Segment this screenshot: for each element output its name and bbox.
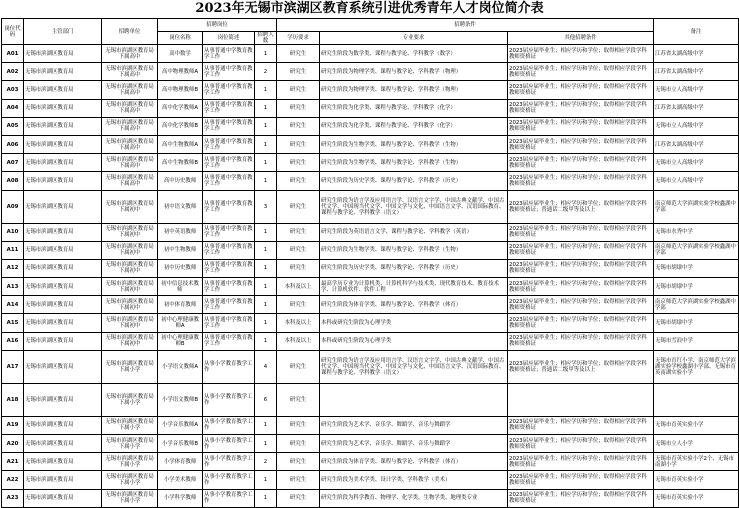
row-count: 1 <box>255 45 277 63</box>
row-dept: 无锡市滨湖区教育局 <box>24 278 102 296</box>
row-remark: 无锡市雪浪中学 <box>654 332 739 350</box>
row-position-name: 高中物理教师B <box>158 81 203 99</box>
header-dept: 主管部门 <box>24 19 102 45</box>
row-code: A13 <box>2 278 24 296</box>
row-position-desc: 从事普通中学教育教学工作 <box>203 135 255 153</box>
row-position-name: 高中化学教师B <box>158 117 203 135</box>
row-code: A20 <box>2 435 24 453</box>
row-position-name: 高中物理教师A <box>158 63 203 81</box>
row-dept: 无锡市滨湖区教育局 <box>24 63 102 81</box>
table-row <box>2 332 739 350</box>
row-position-name: 高中生物教师B <box>158 154 203 172</box>
row-education: 本科及以上 <box>277 332 320 350</box>
row-unit: 无锡市滨湖区教育局下属初中 <box>102 314 158 332</box>
row-unit: 无锡市滨湖区教育局下属小学 <box>102 489 158 507</box>
table-row <box>2 81 739 99</box>
row-position-name: 初中生物教师 <box>158 241 203 259</box>
row-other: 2023届应届毕业生；相应学历和学位；取得相应学段学科教师资格证 <box>508 81 654 99</box>
table-row <box>2 489 739 507</box>
table-row <box>2 350 739 383</box>
row-unit: 无锡市滨湖区教育局下属高中 <box>102 135 158 153</box>
row-other: 2023届应届毕业生；相应学历和学位；取得相应学段学科教师资格证 <box>508 332 654 350</box>
row-unit: 无锡市滨湖区教育局下属小学 <box>102 350 158 383</box>
row-position-name: 初中心理健康教师A <box>158 314 203 332</box>
row-position-desc: 从事普通中学教育教学工作 <box>203 241 255 259</box>
row-dept: 无锡市滨湖区教育局 <box>24 172 102 190</box>
row-remark: 无锡市育英实验小学 <box>654 471 739 489</box>
row-unit: 无锡市滨湖区教育局下属高中 <box>102 99 158 117</box>
row-major: 研究生阶段为生物学类、课程与教学论、学科教学（生物） <box>320 135 508 153</box>
row-position-name: 高中历史教师 <box>158 172 203 190</box>
row-major: 研究生阶段为艺术学、音乐学、舞蹈学、音乐与舞蹈学 <box>320 416 508 434</box>
row-remark: 无锡市胡埭中学 <box>654 314 739 332</box>
row-other: 2023届应届毕业生；相应学历和学位；取得相应学段学科教师资格证 <box>508 63 654 81</box>
row-dept: 无锡市滨湖区教育局 <box>24 435 102 453</box>
row-remark: 江苏省太湖高级中学 <box>654 63 739 81</box>
row-position-desc: 从事普通中学教育教学工作 <box>203 99 255 117</box>
table-row <box>2 190 739 223</box>
row-unit: 无锡市滨湖区教育局下属初中 <box>102 190 158 223</box>
row-education: 研究生 <box>277 296 320 314</box>
row-dept: 无锡市滨湖区教育局 <box>24 190 102 223</box>
row-education: 研究生 <box>277 172 320 190</box>
row-other: 2023届应届毕业生；相应学历和学位；取得相应学段学科教师资格证 <box>508 416 654 434</box>
row-code: A12 <box>2 259 24 277</box>
row-education: 本科及以上 <box>277 278 320 296</box>
row-position-desc: 从事小学教育教学工作 <box>203 416 255 434</box>
row-code: A01 <box>2 45 24 63</box>
row-code: A04 <box>2 99 24 117</box>
row-code: A06 <box>2 135 24 153</box>
row-position-desc: 从事小学教育教学工作 <box>203 383 255 416</box>
row-education: 研究生 <box>277 135 320 153</box>
row-position-name: 小学体育教师 <box>158 453 203 471</box>
table-row <box>2 99 739 117</box>
header-education: 学历要求 <box>277 32 320 45</box>
row-major: 研究生阶段为化学类、课程与教学论、学科教学（化学） <box>320 117 508 135</box>
header-code: 岗位代码 <box>2 19 24 45</box>
row-dept: 无锡市滨湖区教育局 <box>24 332 102 350</box>
row-code: A11 <box>2 241 24 259</box>
row-position-desc: 从事普通中学教育教学工作 <box>203 154 255 172</box>
row-remark: 南京师范大学滨湖实验学校鑫湖中学部 <box>654 296 739 314</box>
row-unit: 无锡市滨湖区教育局下属高中 <box>102 45 158 63</box>
row-dept: 无锡市滨湖区教育局 <box>24 314 102 332</box>
row-position-name: 小学美术教师 <box>158 471 203 489</box>
row-unit: 无锡市滨湖区教育局下属初中 <box>102 223 158 241</box>
row-education: 研究生 <box>277 99 320 117</box>
row-position-desc: 从事普通中学教育教学工作 <box>203 172 255 190</box>
row-position-name: 小学音乐教师B <box>158 435 203 453</box>
row-unit: 无锡市滨湖区教育局下属小学 <box>102 453 158 471</box>
row-unit: 无锡市滨湖区教育局下属初中 <box>102 241 158 259</box>
row-major: 研究生阶段为历史学类、课程与教学论、学科教学（历史） <box>320 172 508 190</box>
table-row <box>2 278 739 296</box>
row-position-name: 初中语文教师 <box>158 190 203 223</box>
row-position-desc: 从事小学教育教学工作 <box>203 435 255 453</box>
header-position-name: 岗位名称 <box>158 32 203 45</box>
row-position-name: 初中信息技术教师 <box>158 278 203 296</box>
row-major: 研究生阶段为艺术学、音乐学、舞蹈学、音乐与舞蹈学 <box>320 435 508 453</box>
row-remark: 无锡市育英实验小学 <box>654 416 739 434</box>
row-position-desc: 从事普通中学教育教学工作 <box>203 81 255 99</box>
row-dept: 无锡市滨湖区教育局 <box>24 383 102 416</box>
row-code: A05 <box>2 117 24 135</box>
row-dept: 无锡市滨湖区教育局 <box>24 117 102 135</box>
row-education: 研究生 <box>277 259 320 277</box>
table-row <box>2 314 739 332</box>
row-count: 4 <box>255 350 277 383</box>
row-remark: 无锡市水秀中学 <box>654 223 739 241</box>
row-education: 研究生 <box>277 81 320 99</box>
row-code: A08 <box>2 172 24 190</box>
row-dept: 无锡市滨湖区教育局 <box>24 154 102 172</box>
row-other: 2023届应届毕业生；相应学历和学位；取得相应学段学科教师资格证 <box>508 471 654 489</box>
row-education: 研究生 <box>277 416 320 434</box>
row-position-name: 小学语文教师B <box>158 383 203 416</box>
table-row <box>2 154 739 172</box>
row-position-name: 小学音乐教师A <box>158 416 203 434</box>
row-other: 2023届应届毕业生；相应学历和学位；取得相应学段学科教师资格证 <box>508 99 654 117</box>
row-position-desc: 从事小学教育教学工作 <box>203 453 255 471</box>
header-conditions-group: 招聘条件 <box>277 19 654 32</box>
row-count: 1 <box>255 241 277 259</box>
row-count: 1 <box>255 278 277 296</box>
row-education: 研究生 <box>277 489 320 507</box>
row-position-name: 初中心理健康教师B <box>158 332 203 350</box>
table-row <box>2 45 739 63</box>
row-major: 研究生阶段为科学教育、物理学、化学类、生物学类、地理类专业 <box>320 489 508 507</box>
row-education: 研究生 <box>277 154 320 172</box>
row-remark: 无锡市育英实验小学2个、无锡市南湖小学 <box>654 453 739 471</box>
row-education: 研究生 <box>277 117 320 135</box>
row-remark: 南京师范大学滨湖实验学校鑫湖中学部 <box>654 190 739 223</box>
row-position-name: 初中历史教师 <box>158 259 203 277</box>
row-major: 研究生阶段为物理学类、课程与教学论、学科教学（物理） <box>320 81 508 99</box>
row-major: 本科或研究生阶段为心理学类 <box>320 314 508 332</box>
row-other: 2023届应届毕业生；相应学历和学位；取得相应学段学科教师资格证 <box>508 296 654 314</box>
row-remark: 无锡市立人高级中学 <box>654 117 739 135</box>
row-code: A21 <box>2 453 24 471</box>
row-dept: 无锡市滨湖区教育局 <box>24 296 102 314</box>
row-count: 1 <box>255 172 277 190</box>
row-position-desc: 从事普通中学教育教学工作 <box>203 259 255 277</box>
row-major: 研究生阶段为历史学类、课程与教学论、学科教学（历史） <box>320 259 508 277</box>
row-dept: 无锡市滨湖区教育局 <box>24 81 102 99</box>
table-row <box>2 63 739 81</box>
row-education: 研究生 <box>277 190 320 223</box>
row-code: A09 <box>2 190 24 223</box>
table-header <box>2 19 739 45</box>
row-code: A15 <box>2 314 24 332</box>
row-position-desc: 从事小学教育教学工作 <box>203 489 255 507</box>
row-major: 研究生阶段为化学类、课程与教学论、学科教学（化学） <box>320 99 508 117</box>
row-dept: 无锡市滨湖区教育局 <box>24 259 102 277</box>
job-table <box>1 18 739 508</box>
row-code: A02 <box>2 63 24 81</box>
row-position-desc: 从事普通中学教育教学工作 <box>203 278 255 296</box>
row-remark: 无锡市立人高级中学 <box>654 154 739 172</box>
row-education: 研究生 <box>277 45 320 63</box>
row-unit: 无锡市滨湖区教育局下属小学 <box>102 416 158 434</box>
row-major: 研究生阶段为体育学类、课程与教学论、学科教学（体育） <box>320 296 508 314</box>
row-dept: 无锡市滨湖区教育局 <box>24 416 102 434</box>
row-count: 1 <box>255 489 277 507</box>
row-count: 2 <box>255 63 277 81</box>
row-code: A14 <box>2 296 24 314</box>
row-major: 研究生阶段为体育学类、课程与教学论、学科教学（体育） <box>320 453 508 471</box>
row-position-name: 高中生物教师A <box>158 135 203 153</box>
table-row <box>2 172 739 190</box>
row-count: 1 <box>255 81 277 99</box>
row-education: 研究生 <box>277 383 320 416</box>
row-code: A22 <box>2 471 24 489</box>
row-other: 2023届应届毕业生；相应学历和学位；取得相应学段学科教师资格证 <box>508 154 654 172</box>
row-other: 2023届应届毕业生；相应学历和学位；取得相应学段学科教师资格证 <box>508 117 654 135</box>
row-position-name: 初中体育教师 <box>158 296 203 314</box>
row-unit: 无锡市滨湖区教育局下属高中 <box>102 172 158 190</box>
row-unit: 无锡市滨湖区教育局下属小学 <box>102 471 158 489</box>
row-education: 研究生 <box>277 63 320 81</box>
row-other: 2023届应届毕业生；相应学历和学位；取得相应学段学科教师资格证 <box>508 45 654 63</box>
row-remark: 南京师范大学滨湖实验学校鑫湖中学部 <box>654 241 739 259</box>
row-other: 2023届应届毕业生；相应学历和学位；取得相应学段学科教师资格证 <box>508 278 654 296</box>
row-code: A17 <box>2 350 24 383</box>
header-remarks: 备注 <box>654 19 739 45</box>
row-other: 2023届应届毕业生；相应学历和学位；取得相应学段学科教师资格证 <box>508 135 654 153</box>
table-row <box>2 117 739 135</box>
row-code: A23 <box>2 489 24 507</box>
row-code: A10 <box>2 223 24 241</box>
row-position-desc: 从事普通中学教育教学工作 <box>203 63 255 81</box>
header-unit: 招聘单位 <box>102 19 158 45</box>
row-position-desc: 从事普通中学教育教学工作 <box>203 190 255 223</box>
row-position-name: 小学语文教师A <box>158 350 203 383</box>
row-other <box>508 383 654 416</box>
document-title: 2023年无锡市滨湖区教育系统引进优秀青年人才岗位简介表 <box>195 1 544 16</box>
row-remark: 江苏省太湖高级中学 <box>654 99 739 117</box>
row-unit: 无锡市滨湖区教育局下属高中 <box>102 63 158 81</box>
row-other: 2023届应届毕业生；相应学历和学位；取得相应学段学科教师资格证 <box>508 172 654 190</box>
row-count: 1 <box>255 296 277 314</box>
row-remark: 江苏省太湖高级中学 <box>654 135 739 153</box>
row-position-desc: 从事普通中学教育教学工作 <box>203 223 255 241</box>
row-count: 1 <box>255 416 277 434</box>
row-position-desc: 从事普通中学教育教学工作 <box>203 296 255 314</box>
row-major: 研究生阶段为语言学及应用语言学、汉语言文字学、中国古典文献学、中国古代文学、中国现当代文学、中国文学与文化、中国语言文学、汉语国际教育、课程与教学论、学科教学（语文） <box>320 350 508 383</box>
row-education: 研究生 <box>277 241 320 259</box>
table-row <box>2 135 739 153</box>
row-position-name: 高中化学教师A <box>158 99 203 117</box>
row-position-name: 初中英语教师 <box>158 223 203 241</box>
row-unit: 无锡市滨湖区教育局下属小学 <box>102 435 158 453</box>
row-dept: 无锡市滨湖区教育局 <box>24 135 102 153</box>
header-count: 招聘人数 <box>255 32 277 45</box>
row-count: 1 <box>255 259 277 277</box>
row-count: 1 <box>255 332 277 350</box>
row-major: 最高学历专业为计算机类、计算机科学与技术类、现代教育技术、教育技术学、计算机软件、软件工程 <box>320 278 508 296</box>
row-major <box>320 383 508 416</box>
row-other: 2023届应届毕业生；相应学历和学位；取得相应学段学科教师资格证 <box>508 314 654 332</box>
row-position-desc: 从事小学教育教学工作 <box>203 350 255 383</box>
table-row <box>2 416 739 434</box>
row-count: 1 <box>255 117 277 135</box>
row-other: 2023届应届毕业生；相应学历和学位；取得相应学段学科教师资格证；普通话二级甲等及以上 <box>508 350 654 383</box>
row-remark: 无锡市育英实验小学 <box>654 489 739 507</box>
row-unit: 无锡市滨湖区教育局下属小学 <box>102 383 158 416</box>
row-other: 2023届应届毕业生；相应学历和学位；取得相应学段学科教师资格证 <box>508 223 654 241</box>
row-other: 2023届应届毕业生；相应学历和学位；取得相应学段学科教师资格证 <box>508 435 654 453</box>
table-row <box>2 471 739 489</box>
table-row <box>2 453 739 471</box>
row-education: 研究生 <box>277 471 320 489</box>
row-count: 6 <box>255 383 277 416</box>
row-education: 研究生 <box>277 435 320 453</box>
row-dept: 无锡市滨湖区教育局 <box>24 223 102 241</box>
row-code: A03 <box>2 81 24 99</box>
row-education: 研究生 <box>277 223 320 241</box>
row-remark: 无锡市立人高级中学 <box>654 81 739 99</box>
row-major: 研究生阶段为数学类、课程与教学论、学科教学（数学） <box>320 45 508 63</box>
row-count: 1 <box>255 223 277 241</box>
row-major: 研究生阶段为生物学类、课程与教学论、学科教学（生物） <box>320 241 508 259</box>
row-position-desc: 从事普通中学教育教学工作 <box>203 45 255 63</box>
row-dept: 无锡市滨湖区教育局 <box>24 350 102 383</box>
table-row <box>2 241 739 259</box>
row-unit: 无锡市滨湖区教育局下属初中 <box>102 259 158 277</box>
row-unit: 无锡市滨湖区教育局下属高中 <box>102 81 158 99</box>
row-dept: 无锡市滨湖区教育局 <box>24 45 102 63</box>
row-remark: 无锡市立人小学 <box>654 435 739 453</box>
row-education: 研究生 <box>277 350 320 383</box>
row-remark: 无锡市胡埭中学 <box>654 278 739 296</box>
row-other: 2023届应届毕业生；相应学历和学位；取得相应学段学科教师资格证 <box>508 241 654 259</box>
row-code: A18 <box>2 383 24 416</box>
row-remark: 无锡市育红小学、南京师范大学滨湖实验学校鑫湖小学部、无锡市育英南湖实验小学 <box>654 350 739 383</box>
table-body <box>2 45 739 508</box>
row-count: 2 <box>255 453 277 471</box>
row-dept: 无锡市滨湖区教育局 <box>24 99 102 117</box>
row-position-name: 高中数学 <box>158 45 203 63</box>
row-remark: 无锡市立人高级中学 <box>654 172 739 190</box>
header-major: 专业要求 <box>320 32 508 45</box>
row-other: 2023届应届毕业生；相应学历和学位；取得相应学段学科教师资格证 <box>508 453 654 471</box>
row-position-name: 小学科学教师 <box>158 489 203 507</box>
row-count: 1 <box>255 314 277 332</box>
row-dept: 无锡市滨湖区教育局 <box>24 241 102 259</box>
table-row <box>2 435 739 453</box>
row-other: 2023届应届毕业生；相应学历和学位；取得相应学段学科教师资格证 <box>508 259 654 277</box>
table-row <box>2 383 739 416</box>
row-dept: 无锡市滨湖区教育局 <box>24 471 102 489</box>
row-position-desc: 从事普通中学教育教学工作 <box>203 314 255 332</box>
row-major: 研究生阶段为语言学及应用语言学、汉语言文字学、中国古典文献学、中国古代文学、中国现当代文学、中国文学与文化、中国语言文学、汉语国际教育、课程与教学论、学科教学（语文） <box>320 190 508 223</box>
row-remark: 江苏省太湖高级中学 <box>654 45 739 63</box>
row-code: A19 <box>2 416 24 434</box>
row-position-desc: 从事小学教育教学工作 <box>203 471 255 489</box>
row-count: 3 <box>255 190 277 223</box>
row-unit: 无锡市滨湖区教育局下属初中 <box>102 332 158 350</box>
row-unit: 无锡市滨湖区教育局下属高中 <box>102 154 158 172</box>
row-count: 1 <box>255 471 277 489</box>
header-position-desc: 岗位简述 <box>203 32 255 45</box>
row-count: 1 <box>255 99 277 117</box>
row-major: 研究生阶段为美术学类、设计学类、学科教学（美术） <box>320 471 508 489</box>
row-dept: 无锡市滨湖区教育局 <box>24 453 102 471</box>
row-education: 本科及以上 <box>277 314 320 332</box>
row-remark: 无锡市胡埭中学 <box>654 259 739 277</box>
row-education: 研究生 <box>277 453 320 471</box>
row-count: 1 <box>255 435 277 453</box>
row-position-desc: 从事普通中学教育教学工作 <box>203 117 255 135</box>
row-remark <box>654 383 739 416</box>
header-position-group: 招聘岗位 <box>158 19 277 32</box>
row-unit: 无锡市滨湖区教育局下属初中 <box>102 278 158 296</box>
row-code: A16 <box>2 332 24 350</box>
row-other: 2023届应届毕业生；相应学历和学位；取得相应学段学科教师资格证；普通话二级甲等及以上 <box>508 190 654 223</box>
table-row <box>2 296 739 314</box>
row-major: 研究生阶段为英语语言文学、课程与教学论、学科教学（英语） <box>320 223 508 241</box>
table-row <box>2 259 739 277</box>
row-major: 本科或研究生阶段为心理学类 <box>320 332 508 350</box>
row-other: 2023届应届毕业生；相应学历和学位；取得相应学段学科教师资格证 <box>508 489 654 507</box>
header-other: 其他招聘条件 <box>508 32 654 45</box>
row-dept: 无锡市滨湖区教育局 <box>24 489 102 507</box>
row-major: 研究生阶段为生物学类、课程与教学论、学科教学（生物） <box>320 154 508 172</box>
row-position-desc: 从事普通中学教育教学工作 <box>203 332 255 350</box>
row-code: A07 <box>2 154 24 172</box>
table-row <box>2 223 739 241</box>
row-count: 1 <box>255 154 277 172</box>
row-count: 1 <box>255 135 277 153</box>
row-unit: 无锡市滨湖区教育局下属高中 <box>102 117 158 135</box>
row-unit: 无锡市滨湖区教育局下属初中 <box>102 296 158 314</box>
row-major: 研究生阶段为物理学类、课程与教学论、学科教学（物理） <box>320 63 508 81</box>
